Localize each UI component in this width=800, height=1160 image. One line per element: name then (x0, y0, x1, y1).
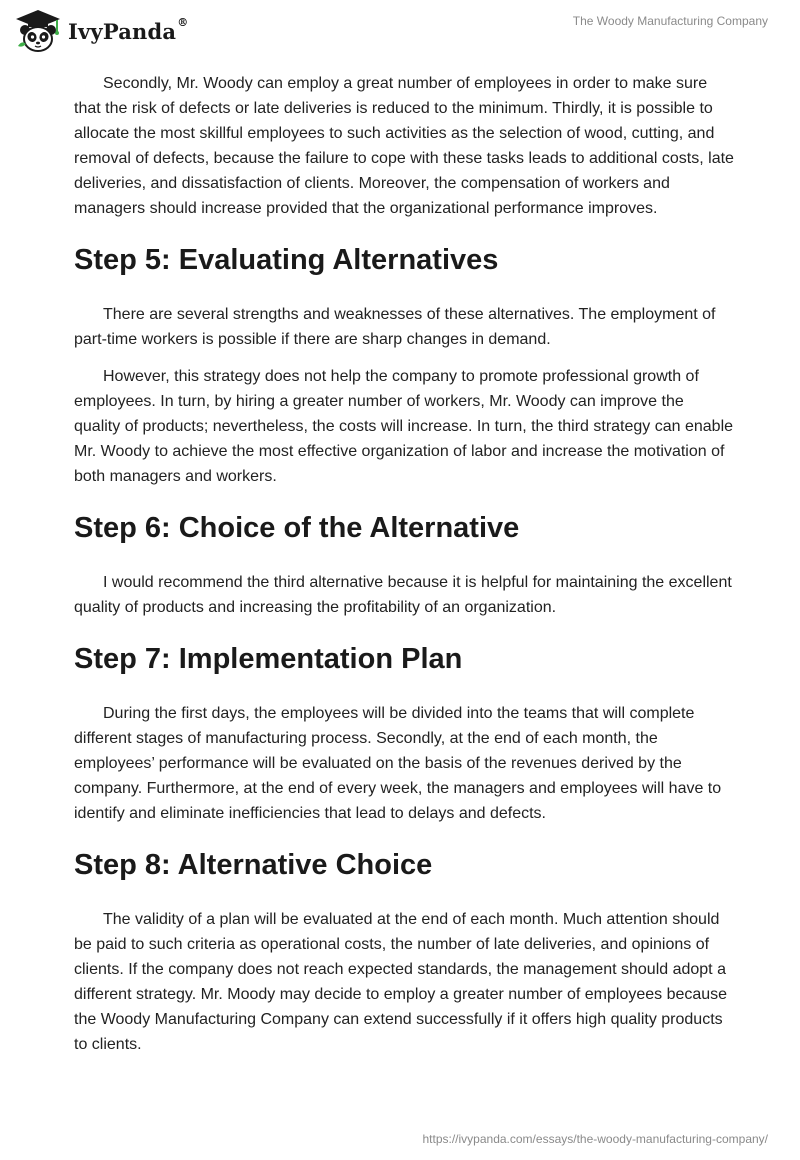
section-heading-step-6: Step 6: Choice of the Alternative (74, 512, 520, 544)
intro-paragraph: Secondly, Mr. Woody can employ a great number of employees in order to make sure that the risk of defects or late deliveries is reduced to the minimum. Thirdly, it is possible to allocate the most skillful employees to such activities as the selection of wood, cutting, and removal of defects, because the failure to cope with these tasks leads to additional costs, late deliveries, and dissatisfaction of clients. Moreover, the compensation of workers and managers should increase provided that the organizational performance improves. (74, 75, 734, 217)
paragraph: However, this strategy does not help the company to promote professional growth of employees. In turn, by hiring a greater number of workers, Mr. Woody can improve the quality of products; nevertheless, the costs will increase. In turn, the third strategy can enable Mr. Woody to achieve the most effective organization of labor and increase the motivation of both managers and workers. (74, 368, 734, 485)
document-title: The Woody Manufacturing Company (572, 14, 768, 28)
paragraph: There are several strengths and weaknesses of these alternatives. The employment of part-time workers is possible if there are sharp changes in demand. (74, 306, 716, 348)
logo-text: IvyPanda® (68, 15, 189, 44)
section-heading-step-7: Step 7: Implementation Plan (74, 643, 463, 675)
ivypanda-logo[interactable] (14, 8, 188, 54)
section-heading-step-5: Step 5: Evaluating Alternatives (74, 244, 499, 276)
paragraph: I would recommend the third alternative because it is helpful for maintaining the excellent quality of products and increasing the profitability of an organization. (74, 574, 732, 616)
page-header (0, 0, 800, 60)
paragraph: During the first days, the employees will be divided into the teams that will complete different stages of manufacturing process. Secondly, at the end of each month, the employees’ performance will be evaluated on the basis of the revenues derived by the company. Furthermore, at the end of every week, the managers and employees will have to identify and eliminate inefficiencies that lead to delays and defects. (74, 705, 722, 822)
source-url[interactable]: https://ivypanda.com/essays/the-woody-manufacturing-company/ (422, 1132, 768, 1146)
section-heading-step-8: Step 8: Alternative Choice (74, 849, 433, 881)
panda-graduate-icon (14, 8, 62, 54)
paragraph: The validity of a plan will be evaluated at the end of each month. Much attention should be paid to such criteria as operational costs, the number of late deliveries, and opinions of clients. If the company does not reach expected standards, the management should adopt a different strategy. Mr. Moody may decide to employ a greater number of employees because the Woody Manufacturing Company can extend successfully if it offers high quality products to clients. (74, 911, 728, 1053)
essay-content (74, 71, 734, 1069)
